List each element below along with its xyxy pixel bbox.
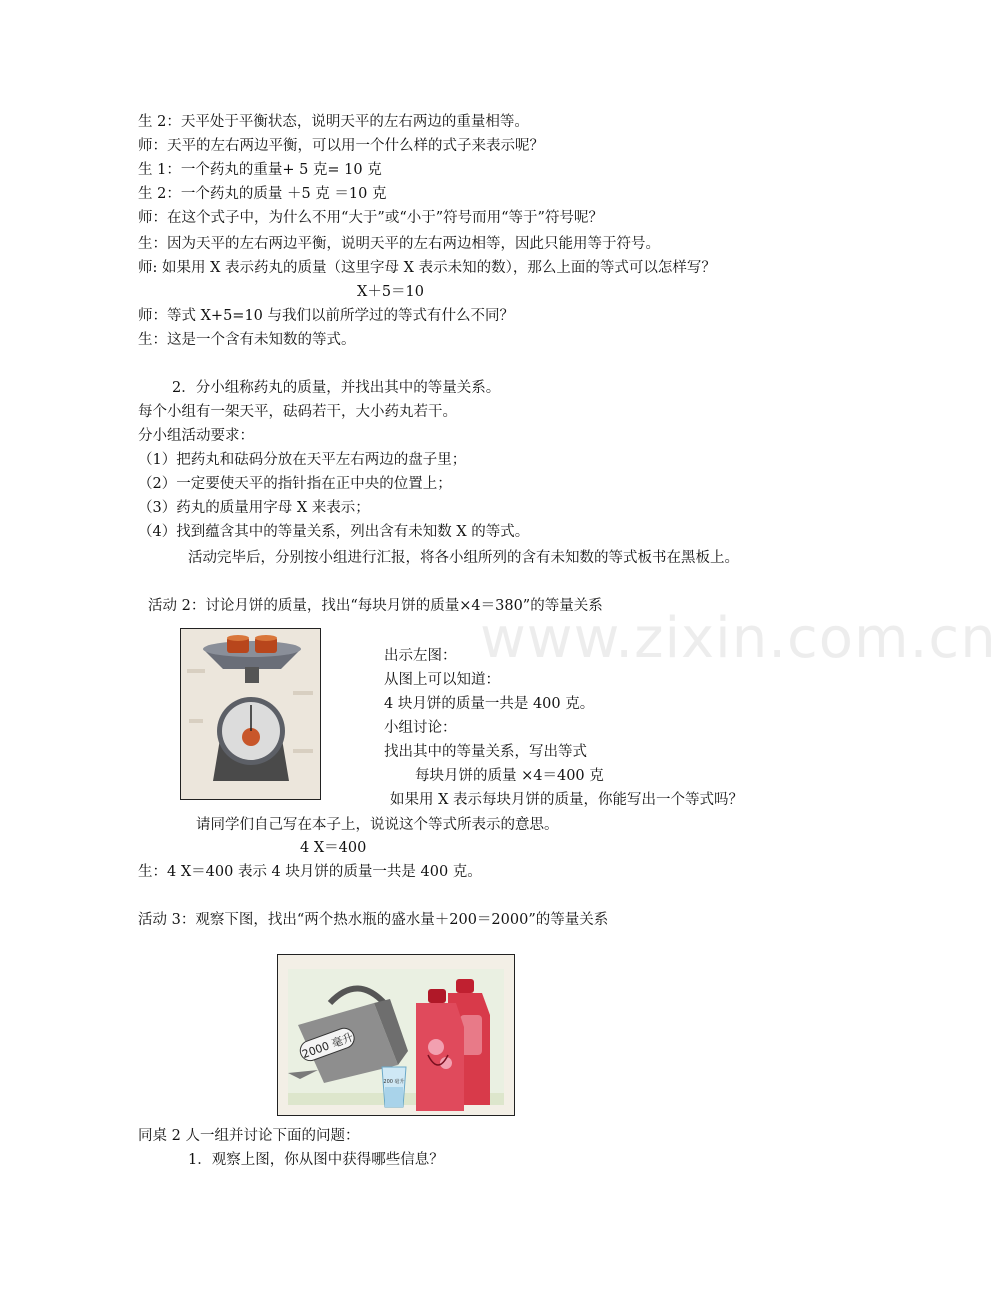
paragraph: 分小组活动要求： <box>138 428 254 444</box>
kettle-label: 2000 毫升 <box>300 1030 356 1062</box>
dialogue-line: 师：天平的左右两边平衡，可以用一个什么样的式子来表示呢？ <box>138 138 544 154</box>
thermos-front <box>416 989 464 1111</box>
list-item: （3）药丸的质量用字母 X 来表示； <box>138 500 370 516</box>
dialogue-line: 生：因为天平的左右两边平衡，说明天平的左右两边相等，因此只能用等于符号。 <box>138 236 660 252</box>
dialogue-line: 生 1：一个药丸的重量+ 5 克= 10 克 <box>138 162 382 178</box>
paragraph: 找出其中的等量关系，写出等式 <box>384 744 587 760</box>
watermark: www.zixin.com.cn <box>480 606 997 671</box>
dialogue-line: 生：这是一个含有未知数的等式。 <box>138 332 356 348</box>
question: 1．观察上图，你从图中获得哪些信息？ <box>188 1152 444 1168</box>
scale-illustration <box>181 629 320 799</box>
dialogue-line: 生 2：天平处于平衡状态，说明天平的左右两边的重量相等。 <box>138 114 529 130</box>
paragraph: 活动完毕后，分别按小组进行汇报，将各小组所列的含有未知数的等式板书在黑板上。 <box>188 550 739 566</box>
kettle-bottles-illustration <box>278 955 514 1115</box>
equation: 每块月饼的质量 ×4＝400 克 <box>415 768 604 784</box>
paragraph: 从图上可以知道： <box>384 672 500 688</box>
activity-heading: 活动 2：讨论月饼的质量，找出“每块月饼的质量×4＝380”的等量关系 <box>148 598 603 614</box>
dialogue-line: 师：等式 X+5=10 与我们以前所学过的等式有什么不同？ <box>138 308 515 324</box>
paragraph: 每个小组有一架天平，砝码若干，大小药丸若干。 <box>138 404 457 420</box>
paragraph: 小组讨论： <box>384 720 457 736</box>
paragraph: 4 块月饼的质量一共是 400 克。 <box>384 696 595 712</box>
dialogue-line: 生 2：一个药丸的质量 ＋5 克 ＝10 克 <box>138 186 387 202</box>
list-item: （2）一定要使天平的指针指在正中央的位置上； <box>138 476 452 492</box>
dialogue-line: 生：4 X＝400 表示 4 块月饼的质量一共是 400 克。 <box>138 864 482 880</box>
cup-label: 200 毫升 <box>383 1079 405 1085</box>
dialogue-line: 师: 如果用 X 表示药丸的质量（这里字母 X 表示未知的数），那么上面的等式可以怎样写？ <box>138 260 716 276</box>
paragraph: 如果用 X 表示每块月饼的质量，你能写出一个等式吗？ <box>390 792 744 808</box>
paragraph: 同桌 2 人一组并讨论下面的问题： <box>138 1128 360 1144</box>
equation: 4 X＝400 <box>300 840 367 856</box>
paragraph: 出示左图： <box>384 648 457 664</box>
activity-heading: 活动 3：观察下图，找出“两个热水瓶的盛水量＋200＝2000”的等量关系 <box>138 912 609 928</box>
list-item: （4）找到蕴含其中的等量关系，列出含有未知数 X 的等式。 <box>138 524 530 540</box>
scale-image <box>180 628 321 800</box>
kettle-bottles-image <box>277 954 515 1116</box>
section-heading: 2．分小组称药丸的质量，并找出其中的等量关系。 <box>172 380 501 396</box>
paragraph: 请同学们自己写在本子上，说说这个等式所表示的意思。 <box>196 817 559 833</box>
equation: X＋5＝10 <box>357 284 424 300</box>
list-item: （1）把药丸和砝码分放在天平左右两边的盘子里； <box>138 452 467 468</box>
dialogue-line: 师：在这个式子中，为什么不用“大于”或“小于”符号而用“等于”符号呢？ <box>138 210 603 226</box>
